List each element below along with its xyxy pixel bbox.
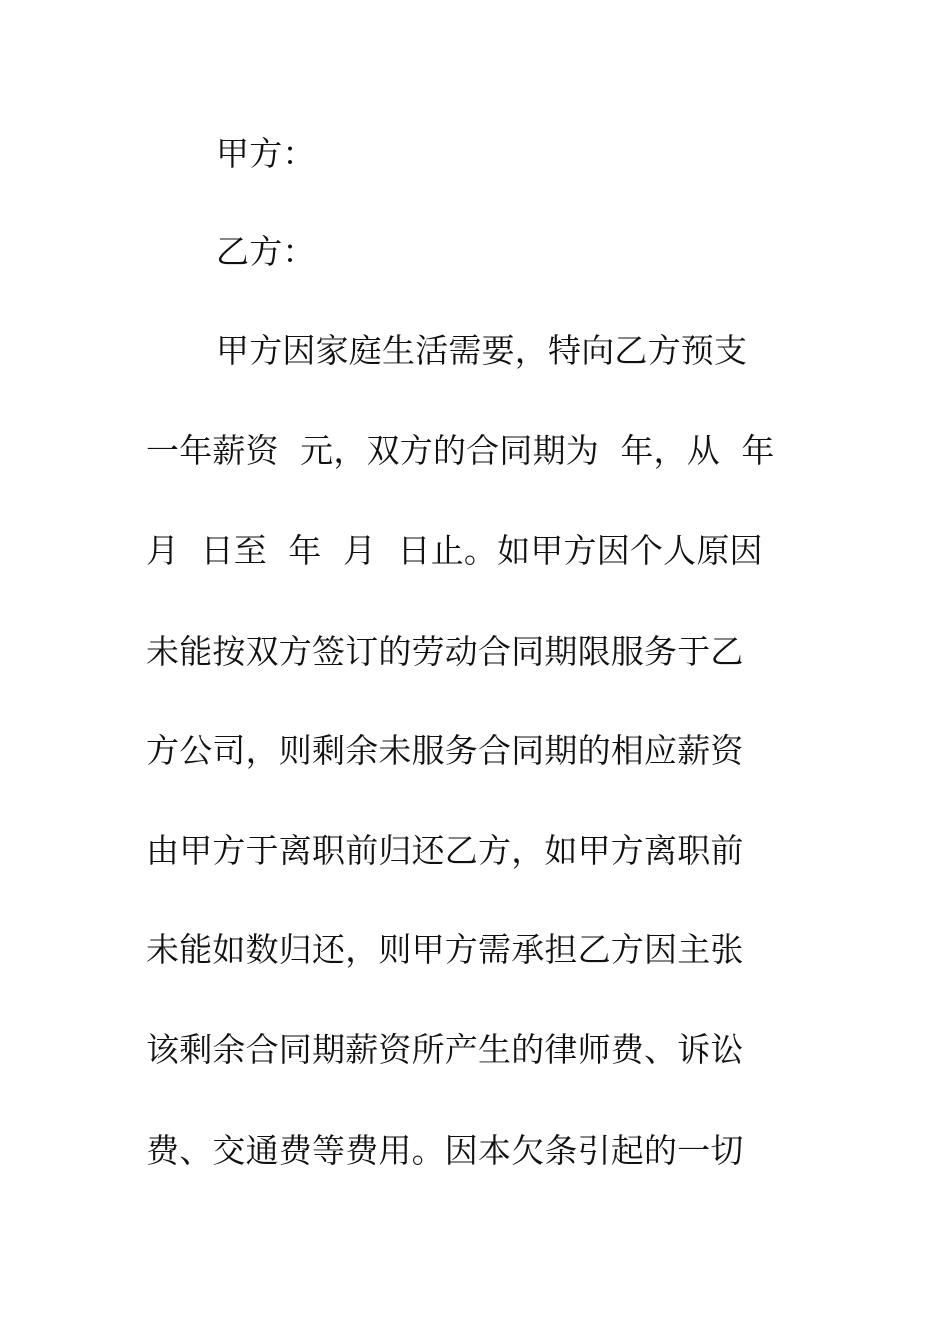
body-line: 月 日至 年 月 日止。如甲方因个人原因 xyxy=(146,531,763,570)
party-a-label: 甲方： xyxy=(216,134,316,173)
body-line: 一年薪资 元，双方的合同期为 年，从 年 xyxy=(146,431,775,470)
body-line: 甲方因家庭生活需要，特向乙方预支 xyxy=(216,331,748,370)
body-line: 未能如数归还，则甲方需承担乙方因主张 xyxy=(146,930,744,969)
body-line: 由甲方于离职前归还乙方，如甲方离职前 xyxy=(146,831,744,870)
body-line: 该剩余合同期薪资所产生的律师费、诉讼 xyxy=(146,1030,744,1069)
body-line: 未能按双方签订的劳动合同期限服务于乙 xyxy=(146,632,744,671)
body-line: 方公司，则剩余未服务合同期的相应薪资 xyxy=(146,731,744,770)
party-b-label: 乙方： xyxy=(216,232,316,271)
body-line: 费、交通费等费用。因本欠条引起的一切 xyxy=(146,1131,744,1170)
